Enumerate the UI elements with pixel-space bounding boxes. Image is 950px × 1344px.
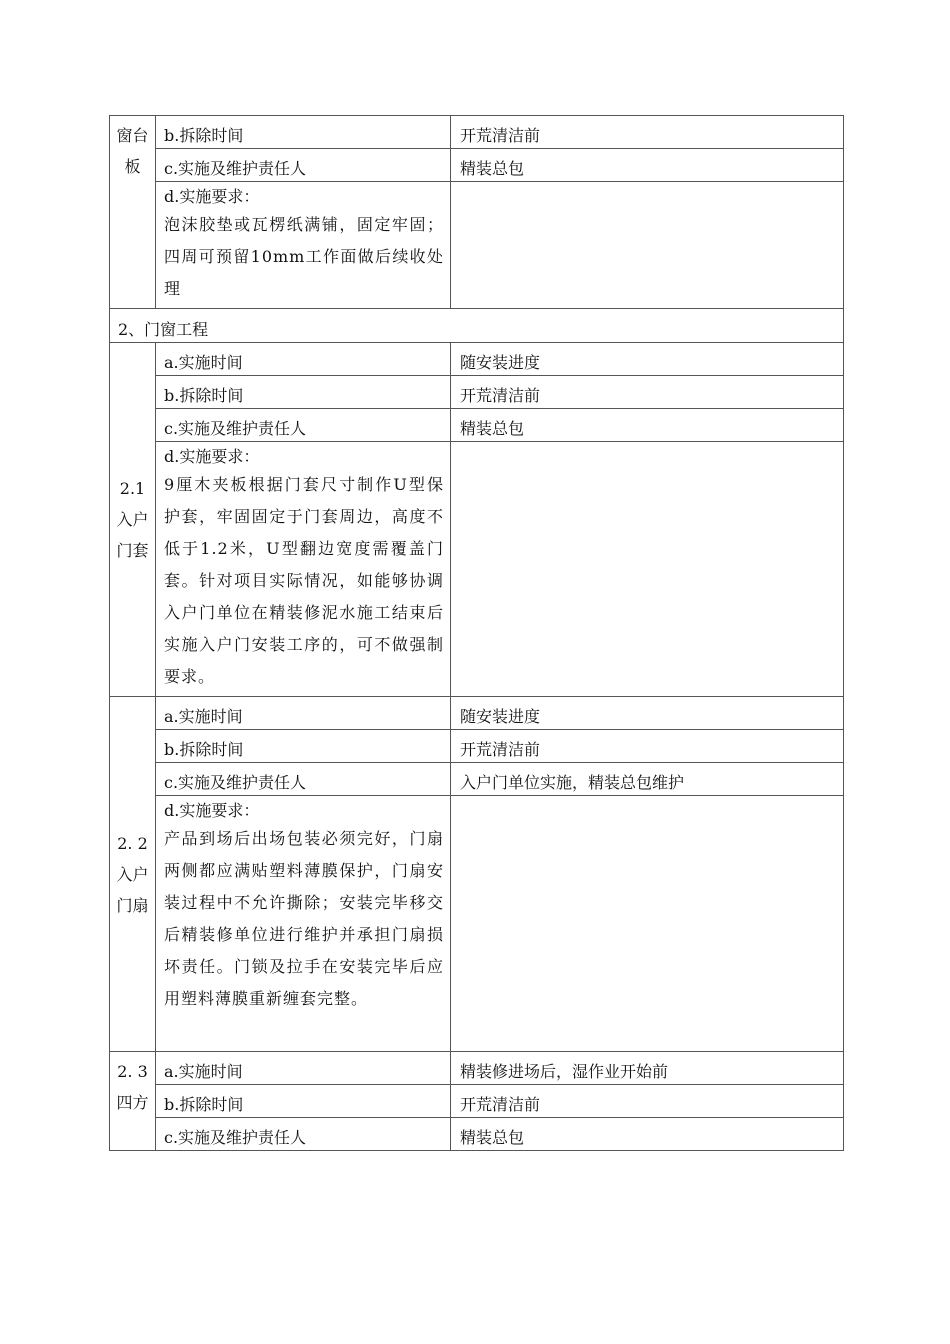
sill-removal-time-label: b.拆除时间 <box>156 116 451 149</box>
door-leaf-removal-time-label: b.拆除时间 <box>156 730 451 763</box>
table-row <box>110 182 844 309</box>
empty-cell <box>451 796 844 1052</box>
door-frame-requirements-title: d.实施要求： <box>164 447 260 466</box>
table-row <box>110 116 844 149</box>
sill-requirements-title: d.实施要求： <box>164 187 260 206</box>
section-title: 2、门窗工程 <box>110 309 844 343</box>
sill-responsible-value: 精装总包 <box>451 149 844 182</box>
door-leaf-responsible-label: c.实施及维护责任人 <box>156 763 451 796</box>
table-row <box>110 1118 844 1151</box>
door-frame-install-time-value: 随安装进度 <box>451 343 844 376</box>
table-row <box>110 376 844 409</box>
empty-cell <box>451 442 844 697</box>
door-leaf-requirements-body: 产品到场后出场包装必须完好，门扇两侧都应满贴塑料薄膜保护，门扇安装过程中不允许撕除；安装完毕移交后精装修单位进行维护并承担门扇损坏责任。门锁及拉手在安装完毕后应用塑料薄膜重新缠套完整。 <box>164 829 444 1008</box>
door-leaf-removal-time-value: 开荒清洁前 <box>451 730 844 763</box>
sill-label: 窗台板 <box>110 116 156 309</box>
door-frame-requirements-body: 9厘木夹板根据门套尺寸制作U型保护套，牢固固定于门套周边，高度不低于1.2米，U型翻边宽度需覆盖门套。针对项目实际情况，如能够协调入户门单位在精装修泥水施工结束后实施入户门安装工序的，可不做强制要求。 <box>164 475 444 686</box>
door-leaf-requirements <box>156 796 451 1052</box>
window-frame-label: 2. 3四方 <box>110 1052 156 1151</box>
door-frame-removal-time-value: 开荒清洁前 <box>451 376 844 409</box>
door-frame-label: 2.1入户门套 <box>110 343 156 697</box>
sill-removal-time-value: 开荒清洁前 <box>451 116 844 149</box>
door-leaf-responsible-value: 入户门单位实施，精装总包维护 <box>451 763 844 796</box>
window-frame-install-time-label: a.实施时间 <box>156 1052 451 1085</box>
protection-spec-table <box>109 115 844 1151</box>
window-frame-removal-time-label: b.拆除时间 <box>156 1085 451 1118</box>
table-row <box>110 796 844 1052</box>
sill-requirements-body: 泡沫胶垫或瓦楞纸满铺，固定牢固；四周可预留10mm工作面做后续收处理 <box>164 215 444 298</box>
table-row <box>110 442 844 697</box>
sill-requirements <box>156 182 451 309</box>
window-frame-install-time-value: 精装修进场后，湿作业开始前 <box>451 1052 844 1085</box>
sill-responsible-label: c.实施及维护责任人 <box>156 149 451 182</box>
table-row <box>110 343 844 376</box>
window-frame-removal-time-value: 开荒清洁前 <box>451 1085 844 1118</box>
window-frame-responsible-label: c.实施及维护责任人 <box>156 1118 451 1151</box>
door-frame-install-time-label: a.实施时间 <box>156 343 451 376</box>
table-row <box>110 1052 844 1085</box>
door-frame-removal-time-label: b.拆除时间 <box>156 376 451 409</box>
table-row <box>110 730 844 763</box>
door-frame-responsible-label: c.实施及维护责任人 <box>156 409 451 442</box>
table-row <box>110 763 844 796</box>
table-row <box>110 149 844 182</box>
door-leaf-install-time-label: a.实施时间 <box>156 697 451 730</box>
door-leaf-install-time-value: 随安装进度 <box>451 697 844 730</box>
table-row <box>110 409 844 442</box>
door-frame-requirements <box>156 442 451 697</box>
door-leaf-requirements-title: d.实施要求： <box>164 801 260 820</box>
door-frame-responsible-value: 精装总包 <box>451 409 844 442</box>
table-row <box>110 309 844 343</box>
table-row <box>110 1085 844 1118</box>
table-row <box>110 697 844 730</box>
empty-cell <box>451 182 844 309</box>
door-leaf-label: 2. 2入户门扇 <box>110 697 156 1052</box>
window-frame-responsible-value: 精装总包 <box>451 1118 844 1151</box>
